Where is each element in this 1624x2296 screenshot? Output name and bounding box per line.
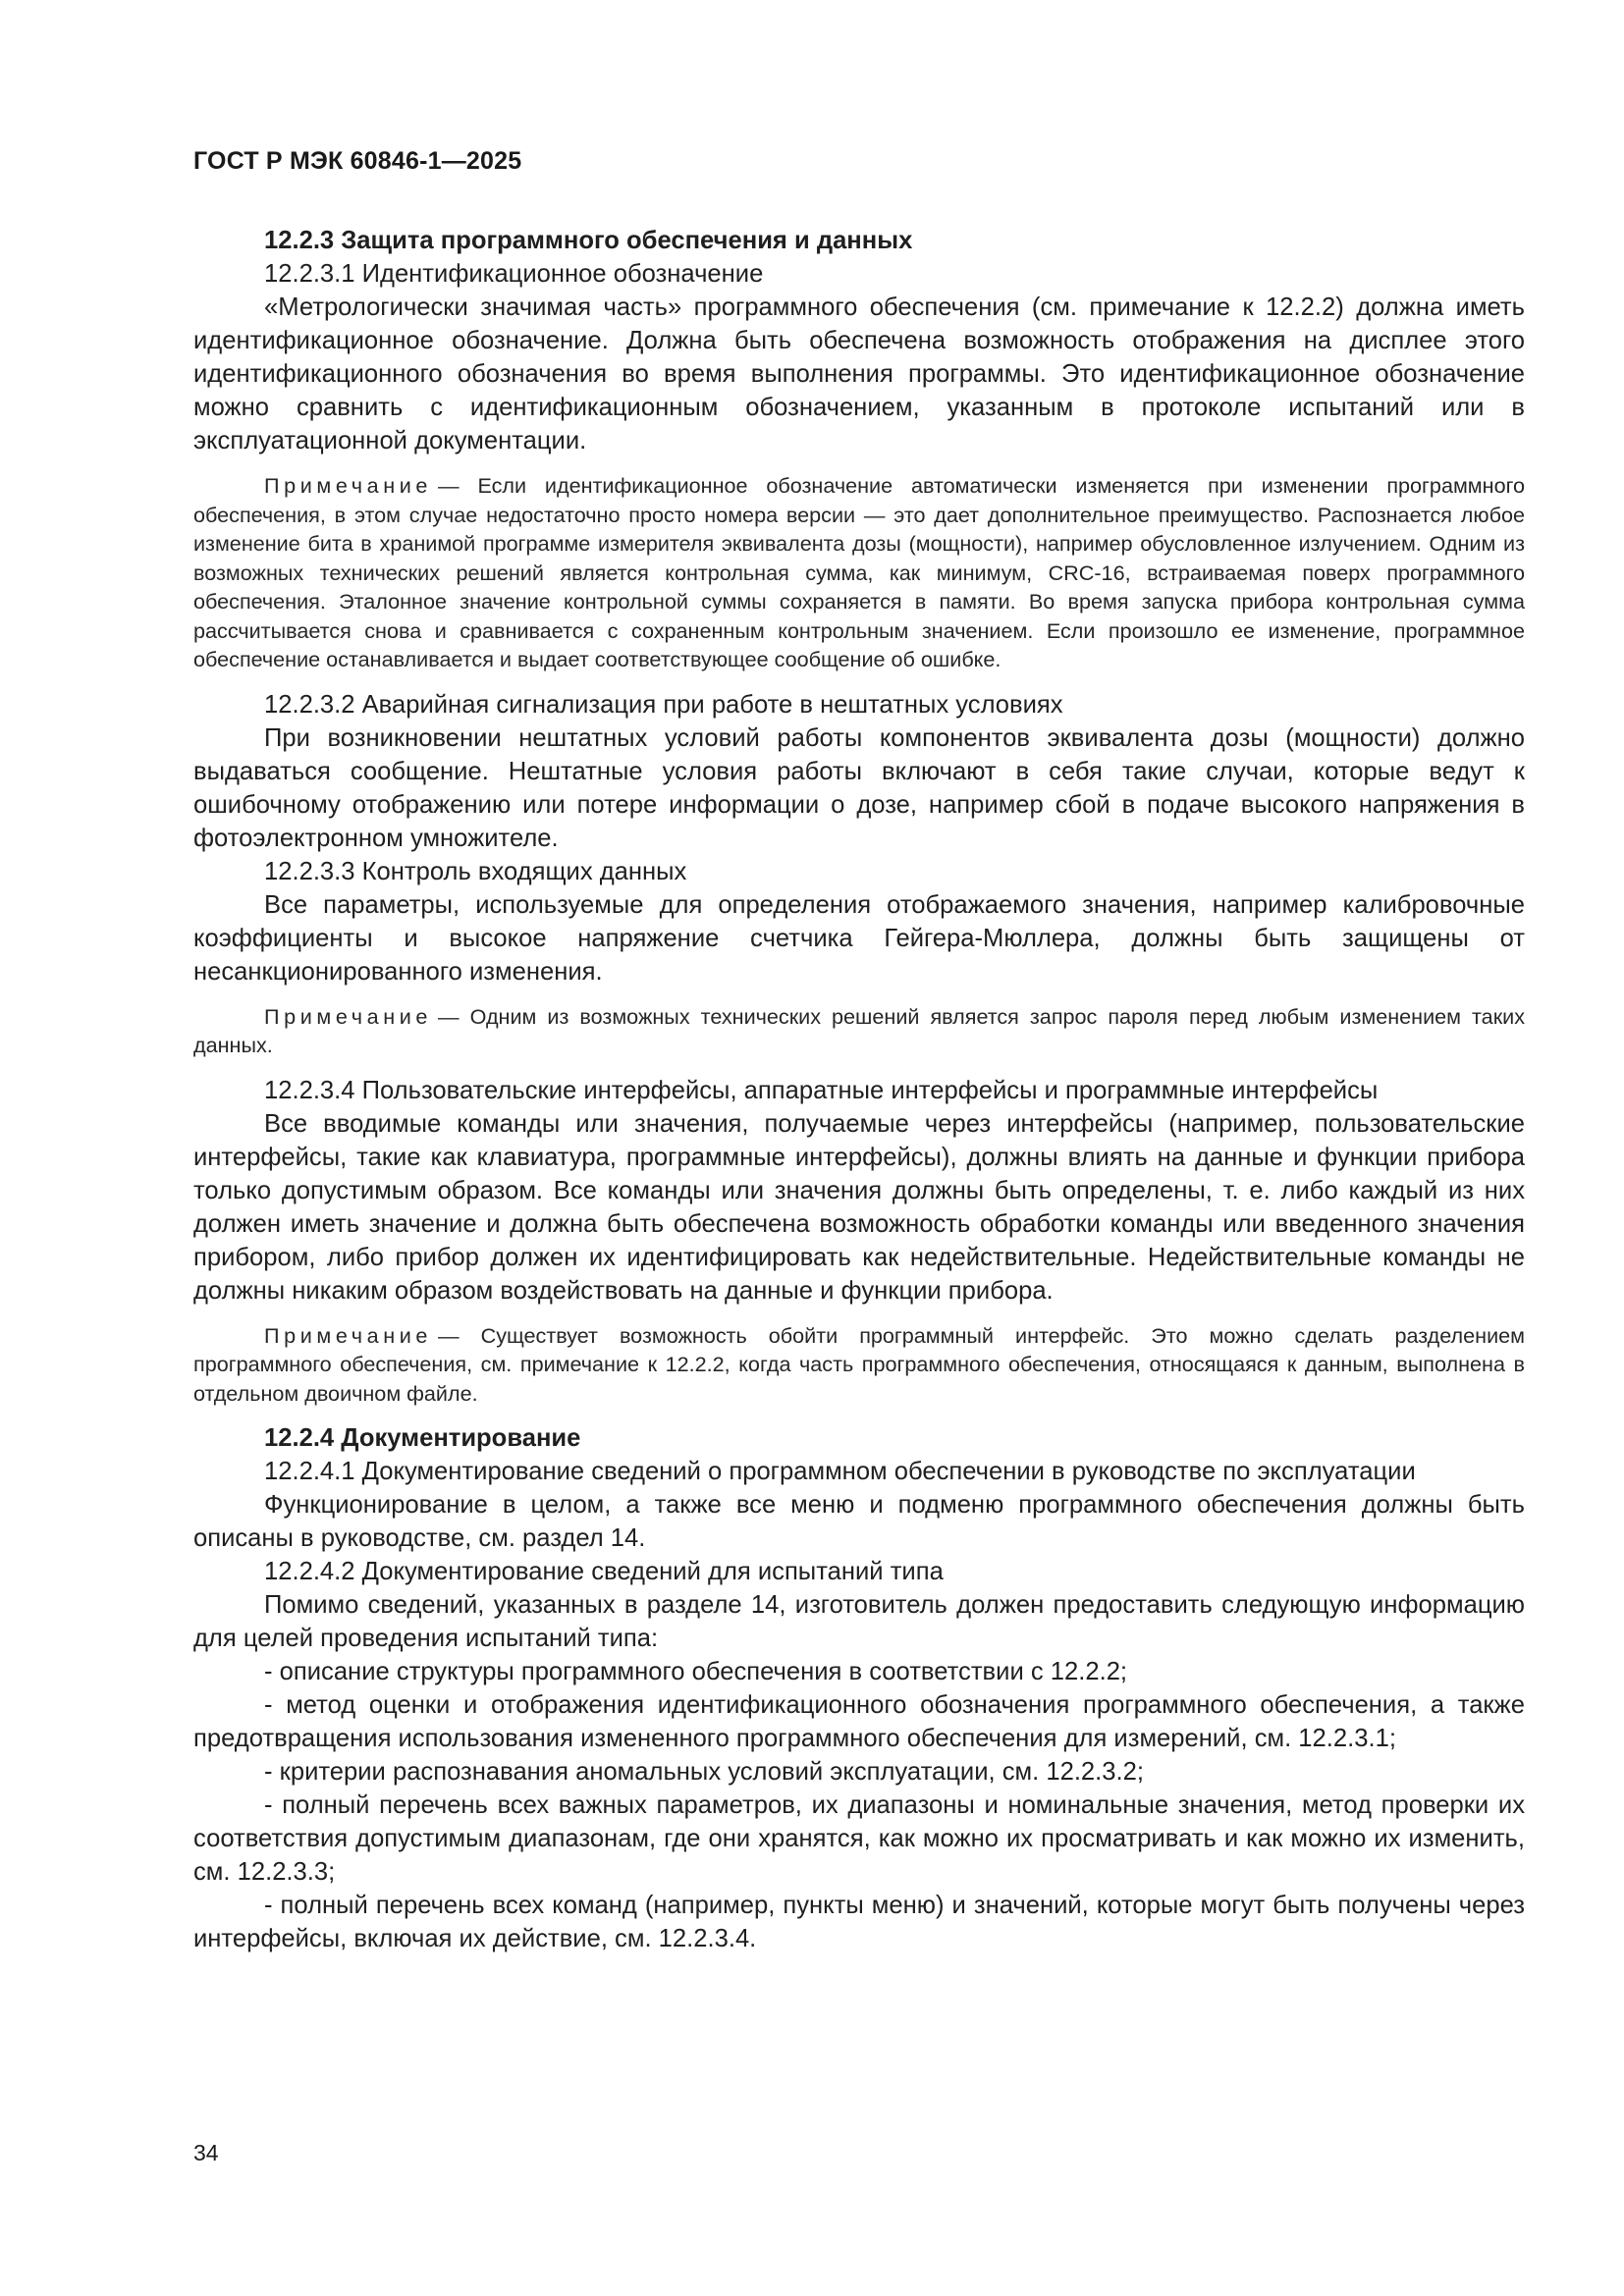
note-label: Примечание: [264, 473, 432, 498]
note-bypass-interface: [193, 1321, 1525, 1409]
note-password: [193, 1002, 1525, 1060]
paragraph-input-control: Все параметры, используемые для определения отображаемого значения, например калибровочные коэффициенты и высокое напряжение счетчика Гейгера-Мюллера, должны быть защищены от несанкционированного изменения.: [193, 890, 1525, 986]
section-heading-12-2-4: 12.2.4 Документирование: [264, 1424, 581, 1452]
note-checksum: [193, 471, 1525, 674]
note-label: Примечание: [264, 1003, 432, 1029]
list-item-parameters: - полный перечень всех важных параметров, их диапазоны и номинальные значения, метод проверки их соответствия допустимым диапазонам, где они хранятся, как можно их просматривать и как можно их изменить, см. 12.2.3.3;: [193, 1791, 1525, 1886]
list-item-abnormal-conditions: - критерии распознавания аномальных условий эксплуатации, см. 12.2.3.2;: [264, 1758, 1144, 1786]
note-text: — Если идентификационное обозначение автоматически изменяется при изменении программного обеспечения, в этом случае недостаточно просто номера версии — это дает дополнительное преимущество. Распознается любое изменение бита в хранимой программе измерителя эквивалента дозы (мощности), например обусловленное излучением. Одним из возможных технических решений является контрольная сумма, как минимум, CRC-16, встраиваемая поверх программного обеспечения. Эталонное значение контрольной суммы сохраняется в памяти. Во время запуска прибора контрольная сумма рассчитывается снова и сравнивается с сохраненным контрольным значением. Если произошло ее изменение, программное обеспечение останавливается и выдает соответствующее сообщение об ошибке.: [193, 473, 1525, 671]
list-item-identification-method: - метод оценки и отображения идентификационного обозначения программного обеспечения, а также предотвращения использования измененного программного обеспечения для измерений, см. 12.2.3.1;: [193, 1691, 1525, 1752]
page-number: 34: [193, 2140, 219, 2165]
paragraph-manual: Функционирование в целом, а также все меню и подменю программного обеспечения должны быть описаны в руководстве, см. раздел 14.: [193, 1491, 1525, 1552]
note-label: Примечание: [264, 1322, 432, 1348]
list-item-commands: - полный перечень всех команд (например, пункты меню) и значений, которые могут быть получены через интерфейсы, включая их действие, см. 12.2.3.4.: [193, 1892, 1525, 1952]
subsection-heading-12-2-3-1: 12.2.3.1 Идентификационное обозначение: [264, 260, 764, 288]
standard-designation: ГОСТ Р МЭК 60846-1—2025: [193, 147, 522, 175]
subsection-heading-12-2-3-2: 12.2.3.2 Аварийная сигнализация при работе в нештатных условиях: [264, 690, 1063, 719]
subsection-heading-12-2-3-4: 12.2.3.4 Пользовательские интерфейсы, аппаратные интерфейсы и программные интерфейсы: [264, 1076, 1379, 1104]
paragraph-identification: «Метрологически значимая часть» программного обеспечения (см. примечание к 12.2.2) должна иметь идентификационное обозначение. Должна быть обеспечена возможность отображения на дисплее этого идентификационного обозначения во время выполнения программы. Это идентификационное обозначение можно сравнить с идентификационным обозначением, указанным в протоколе испытаний или в эксплуатационной документации.: [193, 294, 1525, 454]
paragraph-type-tests: Помимо сведений, указанных в разделе 14, изготовитель должен предоставить следующую информацию для целей проведения испытаний типа:: [193, 1591, 1525, 1652]
section-heading-12-2-3: 12.2.3 Защита программного обеспечения и данных: [264, 227, 913, 254]
paragraph-interfaces: Все вводимые команды или значения, получаемые через интерфейсы (например, пользовательские интерфейсы, такие как клавиатура, программные интерфейсы), должны влиять на данные и функции прибора только допустимым образом. Все команды или значения должны быть определены, т. е. либо каждый из них должен иметь значение и должна быть обеспечена возможность обработки команды или введенного значения прибором, либо прибор должен их идентифицировать как недействительные. Недействительные команды не должны никаким образом воздействовать на данные и функции прибора.: [193, 1109, 1525, 1305]
note-text: — Одним из возможных технических решений является запрос пароля перед любым изменением таких данных.: [193, 1003, 1525, 1057]
subsection-heading-12-2-4-1: 12.2.4.1 Документирование сведений о программном обеспечении в руководстве по эксплуатации: [264, 1458, 1416, 1485]
paragraph-alarm: При возникновении нештатных условий работы компонентов эквивалента дозы (мощности) должно выдаваться сообщение. Нештатные условия работы включают в себя такие случаи, которые ведут к ошибочному отображению или потере информации о дозе, например сбой в подаче высокого напряжения в фотоэлектронном умножителе.: [193, 723, 1525, 852]
list-item-structure: - описание структуры программного обеспечения в соответствии с 12.2.2;: [264, 1658, 1128, 1685]
subsection-heading-12-2-4-2: 12.2.4.2 Документирование сведений для испытаний типа: [264, 1558, 944, 1585]
note-text: — Существует возможность обойти программный интерфейс. Это можно сделать разделением программного обеспечения, см. примечание к 12.2.2, когда часть программного обеспечения, относящаяся к данным, выполнена в отдельном двоичном файле.: [193, 1322, 1525, 1406]
page-body: [193, 224, 1525, 1955]
subsection-heading-12-2-3-3: 12.2.3.3 Контроль входящих данных: [264, 857, 687, 885]
